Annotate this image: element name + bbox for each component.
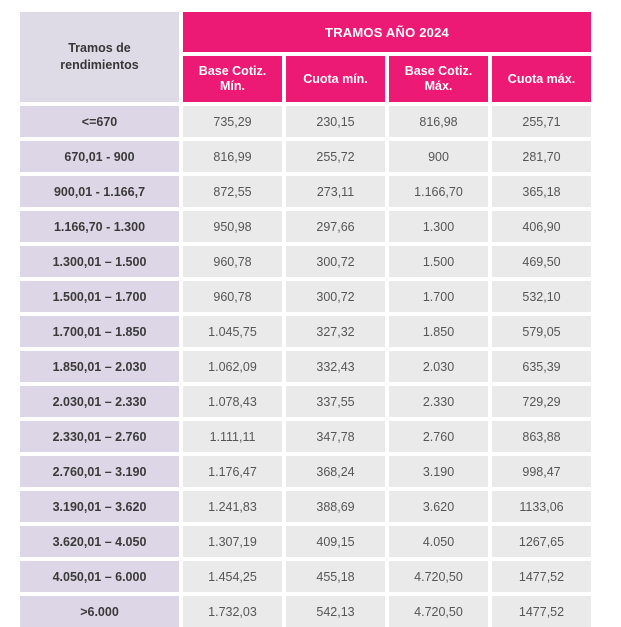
table-cell: 1.454,25	[183, 561, 282, 592]
row-label-bracket: 4.050,01 – 6.000	[20, 561, 179, 592]
table-cell: 365,18	[492, 176, 591, 207]
table-cell: 950,98	[183, 211, 282, 242]
row-label-bracket: 3.190,01 – 3.620	[20, 491, 179, 522]
table-cell: 1.078,43	[183, 386, 282, 417]
table-cell: 297,66	[286, 211, 385, 242]
table-cell: 4.050	[389, 526, 488, 557]
table-row	[20, 141, 591, 172]
column-header-base-cotiz-min	[183, 56, 282, 102]
table-cell: 300,72	[286, 281, 385, 312]
table-cell: 1477,52	[492, 596, 591, 627]
row-label-bracket: 2.330,01 – 2.760	[20, 421, 179, 452]
table-cell: 4.720,50	[389, 596, 488, 627]
table-cell: 635,39	[492, 351, 591, 382]
table-cell: 1133,06	[492, 491, 591, 522]
table-cell: 579,05	[492, 316, 591, 347]
column-header-line1: Base Cotiz.	[404, 64, 473, 78]
table-cell: 255,71	[492, 106, 591, 137]
row-label-bracket: 2.030,01 – 2.330	[20, 386, 179, 417]
table-cell: 2.760	[389, 421, 488, 452]
table-cell: 1.850	[389, 316, 488, 347]
table-cell: 368,24	[286, 456, 385, 487]
table-cell: 1.700	[389, 281, 488, 312]
table-cell: 816,98	[389, 106, 488, 137]
table-row	[20, 351, 591, 382]
table-cell: 960,78	[183, 281, 282, 312]
table-cell: 327,32	[286, 316, 385, 347]
column-header-line2: Máx.	[424, 79, 453, 93]
row-label-bracket: 2.760,01 – 3.190	[20, 456, 179, 487]
table-cell: 1.500	[389, 246, 488, 277]
row-label-bracket: 1.300,01 – 1.500	[20, 246, 179, 277]
row-label-bracket: 670,01 - 900	[20, 141, 179, 172]
header-right-group	[183, 12, 591, 102]
table-cell: 2.330	[389, 386, 488, 417]
table-cell: 281,70	[492, 141, 591, 172]
table-cell: 347,78	[286, 421, 385, 452]
table-cell: 1.111,11	[183, 421, 282, 452]
column-header-line2: Mín.	[219, 79, 245, 93]
table-cell: 1.241,83	[183, 491, 282, 522]
table-cell: 960,78	[183, 246, 282, 277]
table-cell: 1.176,47	[183, 456, 282, 487]
table-row	[20, 491, 591, 522]
table-cell: 300,72	[286, 246, 385, 277]
table-cell: 816,99	[183, 141, 282, 172]
column-header-cuota-max	[492, 56, 591, 102]
row-label-bracket: 900,01 - 1.166,7	[20, 176, 179, 207]
table-cell: 1.732,03	[183, 596, 282, 627]
table-cell: 255,72	[286, 141, 385, 172]
table-row	[20, 316, 591, 347]
table-cell: 2.030	[389, 351, 488, 382]
table-cell: 1.307,19	[183, 526, 282, 557]
table-row	[20, 421, 591, 452]
table-header	[20, 12, 591, 102]
table-cell: 1.045,75	[183, 316, 282, 347]
row-label-bracket: 1.850,01 – 2.030	[20, 351, 179, 382]
contributions-brackets-table	[20, 12, 591, 627]
table-cell: 409,15	[286, 526, 385, 557]
table-cell: 469,50	[492, 246, 591, 277]
table-cell: 735,29	[183, 106, 282, 137]
table-cell: 998,47	[492, 456, 591, 487]
corner-header-cell	[20, 12, 179, 102]
table-cell: 1.062,09	[183, 351, 282, 382]
column-header-line1: Base Cotiz.	[198, 64, 267, 78]
group-header-title: TRAMOS AÑO 2024	[183, 12, 591, 52]
table-row	[20, 211, 591, 242]
table-cell: 273,11	[286, 176, 385, 207]
table-row	[20, 281, 591, 312]
table-row	[20, 386, 591, 417]
table-row	[20, 246, 591, 277]
table-cell: 863,88	[492, 421, 591, 452]
table-cell: 1267,65	[492, 526, 591, 557]
table-cell: 542,13	[286, 596, 385, 627]
table-cell: 388,69	[286, 491, 385, 522]
table-cell: 337,55	[286, 386, 385, 417]
table-cell: 532,10	[492, 281, 591, 312]
table-row	[20, 526, 591, 557]
table-row	[20, 176, 591, 207]
column-header-cuota-min	[286, 56, 385, 102]
table-cell: 4.720,50	[389, 561, 488, 592]
row-label-bracket: 1.166,70 - 1.300	[20, 211, 179, 242]
table-cell: 900	[389, 141, 488, 172]
corner-header-line1: Tramos de	[68, 41, 131, 56]
table-cell: 332,43	[286, 351, 385, 382]
table-body	[20, 106, 591, 627]
row-label-bracket: 1.700,01 – 1.850	[20, 316, 179, 347]
table-cell: 455,18	[286, 561, 385, 592]
column-headers-row	[183, 56, 591, 102]
table-cell: 729,29	[492, 386, 591, 417]
row-label-bracket: 3.620,01 – 4.050	[20, 526, 179, 557]
table-cell: 1.300	[389, 211, 488, 242]
column-header-base-cotiz-max	[389, 56, 488, 102]
table-row	[20, 561, 591, 592]
corner-header-line2: rendimientos	[60, 58, 139, 72]
table-row	[20, 596, 591, 627]
row-label-bracket: 1.500,01 – 1.700	[20, 281, 179, 312]
table-cell: 3.190	[389, 456, 488, 487]
table-cell: 3.620	[389, 491, 488, 522]
table-cell: 872,55	[183, 176, 282, 207]
table-cell: 1477,52	[492, 561, 591, 592]
table-cell: 406,90	[492, 211, 591, 242]
row-label-bracket: <=670	[20, 106, 179, 137]
column-header-line1: Cuota mín.	[303, 71, 368, 86]
table-cell: 230,15	[286, 106, 385, 137]
row-label-bracket: >6.000	[20, 596, 179, 627]
table-row	[20, 456, 591, 487]
column-header-line1: Cuota máx.	[507, 71, 576, 86]
table-cell: 1.166,70	[389, 176, 488, 207]
table-row	[20, 106, 591, 137]
